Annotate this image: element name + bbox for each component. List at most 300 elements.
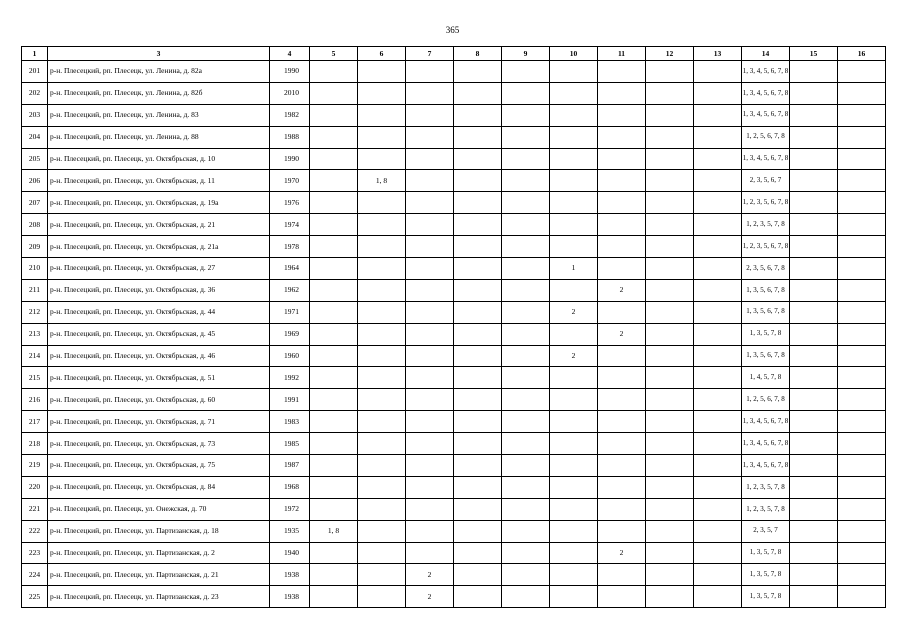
column-14-cell: 1, 2, 3, 5, 6, 7, 8 bbox=[742, 192, 790, 214]
column-15-cell bbox=[790, 564, 838, 586]
column-16-cell bbox=[838, 542, 886, 564]
column-12-cell bbox=[646, 411, 694, 433]
column-header: 14 bbox=[742, 47, 790, 61]
column-14-cell: 2, 3, 5, 7 bbox=[742, 520, 790, 542]
column-16-cell bbox=[838, 61, 886, 83]
row-number-cell: 201 bbox=[22, 61, 48, 83]
row-number-cell: 202 bbox=[22, 82, 48, 104]
column-8-cell bbox=[454, 192, 502, 214]
column-16-cell bbox=[838, 323, 886, 345]
column-16-cell bbox=[838, 564, 886, 586]
column-9-cell bbox=[502, 126, 550, 148]
address-cell: р-н. Плесецкий, рп. Плесецк, ул. Октябрьская, д. 45 bbox=[48, 323, 270, 345]
column-10-cell bbox=[550, 542, 598, 564]
column-9-cell bbox=[502, 279, 550, 301]
column-7-cell bbox=[406, 61, 454, 83]
table-row bbox=[22, 564, 886, 586]
column-6-cell bbox=[358, 279, 406, 301]
row-number-cell: 211 bbox=[22, 279, 48, 301]
column-8-cell bbox=[454, 258, 502, 280]
table-row bbox=[22, 389, 886, 411]
column-8-cell bbox=[454, 367, 502, 389]
column-10-cell bbox=[550, 148, 598, 170]
column-7-cell bbox=[406, 192, 454, 214]
column-15-cell bbox=[790, 82, 838, 104]
column-11-cell bbox=[598, 411, 646, 433]
table-row bbox=[22, 148, 886, 170]
column-9-cell bbox=[502, 564, 550, 586]
column-11-cell bbox=[598, 389, 646, 411]
column-5-cell bbox=[310, 586, 358, 608]
column-16-cell bbox=[838, 236, 886, 258]
column-10-cell bbox=[550, 455, 598, 477]
column-5-cell bbox=[310, 323, 358, 345]
column-13-cell bbox=[694, 564, 742, 586]
column-10-cell bbox=[550, 520, 598, 542]
column-header: 9 bbox=[502, 47, 550, 61]
column-9-cell bbox=[502, 455, 550, 477]
column-5-cell bbox=[310, 148, 358, 170]
year-cell: 1976 bbox=[270, 192, 310, 214]
row-number-cell: 217 bbox=[22, 411, 48, 433]
column-11-cell bbox=[598, 498, 646, 520]
column-7-cell bbox=[406, 148, 454, 170]
column-7-cell bbox=[406, 455, 454, 477]
row-number-cell: 225 bbox=[22, 586, 48, 608]
column-9-cell bbox=[502, 586, 550, 608]
column-15-cell bbox=[790, 345, 838, 367]
row-number-cell: 208 bbox=[22, 214, 48, 236]
column-7-cell: 2 bbox=[406, 564, 454, 586]
table-row bbox=[22, 170, 886, 192]
column-7-cell bbox=[406, 498, 454, 520]
column-10-cell bbox=[550, 411, 598, 433]
row-number-cell: 222 bbox=[22, 520, 48, 542]
address-cell: р-н. Плесецкий, рп. Плесецк, ул. Октябрьская, д. 73 bbox=[48, 433, 270, 455]
column-15-cell bbox=[790, 104, 838, 126]
column-14-cell: 1, 2, 5, 6, 7, 8 bbox=[742, 389, 790, 411]
column-12-cell bbox=[646, 476, 694, 498]
row-number-cell: 204 bbox=[22, 126, 48, 148]
column-8-cell bbox=[454, 301, 502, 323]
column-10-cell bbox=[550, 476, 598, 498]
column-5-cell bbox=[310, 236, 358, 258]
column-8-cell bbox=[454, 236, 502, 258]
column-7-cell bbox=[406, 82, 454, 104]
column-7-cell bbox=[406, 258, 454, 280]
column-8-cell bbox=[454, 148, 502, 170]
column-12-cell bbox=[646, 258, 694, 280]
column-header: 7 bbox=[406, 47, 454, 61]
column-8-cell bbox=[454, 498, 502, 520]
table-row bbox=[22, 258, 886, 280]
column-6-cell bbox=[358, 236, 406, 258]
column-14-cell: 1, 3, 5, 7, 8 bbox=[742, 323, 790, 345]
column-10-cell bbox=[550, 367, 598, 389]
column-5-cell: 1, 8 bbox=[310, 520, 358, 542]
table-row bbox=[22, 520, 886, 542]
column-15-cell bbox=[790, 301, 838, 323]
column-6-cell bbox=[358, 564, 406, 586]
column-9-cell bbox=[502, 520, 550, 542]
column-9-cell bbox=[502, 367, 550, 389]
column-11-cell bbox=[598, 61, 646, 83]
row-number-cell: 213 bbox=[22, 323, 48, 345]
column-13-cell bbox=[694, 82, 742, 104]
year-cell: 1964 bbox=[270, 258, 310, 280]
column-14-cell: 1, 2, 3, 5, 6, 7, 8 bbox=[742, 236, 790, 258]
column-10-cell bbox=[550, 170, 598, 192]
column-12-cell bbox=[646, 82, 694, 104]
column-10-cell: 2 bbox=[550, 301, 598, 323]
column-12-cell bbox=[646, 564, 694, 586]
column-9-cell bbox=[502, 61, 550, 83]
table-row bbox=[22, 411, 886, 433]
column-13-cell bbox=[694, 433, 742, 455]
column-11-cell bbox=[598, 170, 646, 192]
table-row bbox=[22, 345, 886, 367]
column-5-cell bbox=[310, 411, 358, 433]
column-5-cell bbox=[310, 279, 358, 301]
address-cell: р-н. Плесецкий, рп. Плесецк, ул. Октябрьская, д. 21а bbox=[48, 236, 270, 258]
column-9-cell bbox=[502, 323, 550, 345]
column-13-cell bbox=[694, 236, 742, 258]
column-12-cell bbox=[646, 542, 694, 564]
column-15-cell bbox=[790, 586, 838, 608]
column-6-cell bbox=[358, 476, 406, 498]
column-5-cell bbox=[310, 476, 358, 498]
row-number-cell: 223 bbox=[22, 542, 48, 564]
table-row bbox=[22, 104, 886, 126]
column-6-cell bbox=[358, 411, 406, 433]
column-16-cell bbox=[838, 214, 886, 236]
column-12-cell bbox=[646, 61, 694, 83]
table-row bbox=[22, 455, 886, 477]
address-cell: р-н. Плесецкий, рп. Плесецк, ул. Ленина, д. 88 bbox=[48, 126, 270, 148]
column-13-cell bbox=[694, 520, 742, 542]
row-number-cell: 214 bbox=[22, 345, 48, 367]
column-5-cell bbox=[310, 389, 358, 411]
year-cell: 1969 bbox=[270, 323, 310, 345]
column-header: 5 bbox=[310, 47, 358, 61]
column-8-cell bbox=[454, 345, 502, 367]
column-11-cell bbox=[598, 214, 646, 236]
column-7-cell: 2 bbox=[406, 586, 454, 608]
address-cell: р-н. Плесецкий, рп. Плесецк, ул. Октябрьская, д. 10 bbox=[48, 148, 270, 170]
column-6-cell bbox=[358, 367, 406, 389]
column-13-cell bbox=[694, 104, 742, 126]
column-10-cell bbox=[550, 61, 598, 83]
column-15-cell bbox=[790, 520, 838, 542]
table-row bbox=[22, 236, 886, 258]
year-cell: 1970 bbox=[270, 170, 310, 192]
year-cell: 1935 bbox=[270, 520, 310, 542]
year-cell: 2010 bbox=[270, 82, 310, 104]
column-12-cell bbox=[646, 498, 694, 520]
column-10-cell bbox=[550, 126, 598, 148]
column-6-cell bbox=[358, 498, 406, 520]
column-header: 4 bbox=[270, 47, 310, 61]
column-16-cell bbox=[838, 345, 886, 367]
table-row bbox=[22, 192, 886, 214]
header-row bbox=[22, 47, 886, 61]
column-header: 13 bbox=[694, 47, 742, 61]
column-9-cell bbox=[502, 498, 550, 520]
column-14-cell: 1, 4, 5, 7, 8 bbox=[742, 367, 790, 389]
column-10-cell: 1 bbox=[550, 258, 598, 280]
column-13-cell bbox=[694, 542, 742, 564]
year-cell: 1978 bbox=[270, 236, 310, 258]
column-13-cell bbox=[694, 301, 742, 323]
column-10-cell bbox=[550, 564, 598, 586]
column-8-cell bbox=[454, 476, 502, 498]
row-number-cell: 216 bbox=[22, 389, 48, 411]
column-9-cell bbox=[502, 236, 550, 258]
column-13-cell bbox=[694, 498, 742, 520]
column-16-cell bbox=[838, 126, 886, 148]
column-9-cell bbox=[502, 192, 550, 214]
column-5-cell bbox=[310, 82, 358, 104]
column-9-cell bbox=[502, 411, 550, 433]
column-5-cell bbox=[310, 170, 358, 192]
column-6-cell bbox=[358, 323, 406, 345]
column-13-cell bbox=[694, 476, 742, 498]
column-5-cell bbox=[310, 258, 358, 280]
column-9-cell bbox=[502, 82, 550, 104]
year-cell: 1987 bbox=[270, 455, 310, 477]
column-6-cell bbox=[358, 345, 406, 367]
column-11-cell bbox=[598, 433, 646, 455]
year-cell: 1938 bbox=[270, 564, 310, 586]
address-cell: р-н. Плесецкий, рп. Плесецк, ул. Ленина, д. 82а bbox=[48, 61, 270, 83]
column-10-cell bbox=[550, 104, 598, 126]
address-cell: р-н. Плесецкий, рп. Плесецк, ул. Октябрьская, д. 75 bbox=[48, 455, 270, 477]
column-12-cell bbox=[646, 148, 694, 170]
column-10-cell bbox=[550, 82, 598, 104]
column-11-cell bbox=[598, 258, 646, 280]
column-16-cell bbox=[838, 82, 886, 104]
column-14-cell: 1, 3, 4, 5, 6, 7, 8 bbox=[742, 411, 790, 433]
address-cell: р-н. Плесецкий, рп. Плесецк, ул. Октябрьская, д. 11 bbox=[48, 170, 270, 192]
column-10-cell bbox=[550, 279, 598, 301]
column-8-cell bbox=[454, 104, 502, 126]
column-5-cell bbox=[310, 564, 358, 586]
column-header: 12 bbox=[646, 47, 694, 61]
column-7-cell bbox=[406, 214, 454, 236]
column-13-cell bbox=[694, 323, 742, 345]
column-7-cell bbox=[406, 104, 454, 126]
column-9-cell bbox=[502, 389, 550, 411]
table-row bbox=[22, 498, 886, 520]
address-cell: р-н. Плесецкий, рп. Плесецк, ул. Октябрьская, д. 27 bbox=[48, 258, 270, 280]
year-cell: 1990 bbox=[270, 61, 310, 83]
column-7-cell bbox=[406, 389, 454, 411]
column-11-cell: 2 bbox=[598, 323, 646, 345]
column-15-cell bbox=[790, 148, 838, 170]
column-6-cell bbox=[358, 586, 406, 608]
column-11-cell bbox=[598, 520, 646, 542]
address-cell: р-н. Плесецкий, рп. Плесецк, ул. Октябрьская, д. 44 bbox=[48, 301, 270, 323]
column-7-cell bbox=[406, 279, 454, 301]
year-cell: 1991 bbox=[270, 389, 310, 411]
column-15-cell bbox=[790, 279, 838, 301]
column-15-cell bbox=[790, 214, 838, 236]
column-13-cell bbox=[694, 367, 742, 389]
column-header: 15 bbox=[790, 47, 838, 61]
column-15-cell bbox=[790, 170, 838, 192]
column-14-cell: 2, 3, 5, 6, 7 bbox=[742, 170, 790, 192]
column-6-cell: 1, 8 bbox=[358, 170, 406, 192]
column-14-cell: 2, 3, 5, 6, 7, 8 bbox=[742, 258, 790, 280]
row-number-cell: 212 bbox=[22, 301, 48, 323]
column-16-cell bbox=[838, 586, 886, 608]
column-14-cell: 1, 3, 5, 6, 7, 8 bbox=[742, 279, 790, 301]
column-15-cell bbox=[790, 455, 838, 477]
column-6-cell bbox=[358, 455, 406, 477]
column-7-cell bbox=[406, 236, 454, 258]
address-cell: р-н. Плесецкий, рп. Плесецк, ул. Партизанская, д. 18 bbox=[48, 520, 270, 542]
column-5-cell bbox=[310, 126, 358, 148]
column-5-cell bbox=[310, 498, 358, 520]
column-15-cell bbox=[790, 323, 838, 345]
column-16-cell bbox=[838, 433, 886, 455]
column-16-cell bbox=[838, 498, 886, 520]
column-6-cell bbox=[358, 301, 406, 323]
column-14-cell: 1, 3, 4, 5, 6, 7, 8 bbox=[742, 148, 790, 170]
column-14-cell: 1, 3, 5, 6, 7, 8 bbox=[742, 345, 790, 367]
column-header: 8 bbox=[454, 47, 502, 61]
column-10-cell bbox=[550, 433, 598, 455]
column-13-cell bbox=[694, 148, 742, 170]
column-13-cell bbox=[694, 345, 742, 367]
column-12-cell bbox=[646, 104, 694, 126]
column-10-cell bbox=[550, 236, 598, 258]
column-16-cell bbox=[838, 192, 886, 214]
column-14-cell: 1, 3, 5, 7, 8 bbox=[742, 564, 790, 586]
column-13-cell bbox=[694, 411, 742, 433]
column-12-cell bbox=[646, 455, 694, 477]
column-6-cell bbox=[358, 542, 406, 564]
column-15-cell bbox=[790, 126, 838, 148]
address-cell: р-н. Плесецкий, рп. Плесецк, ул. Партизанская, д. 21 bbox=[48, 564, 270, 586]
column-9-cell bbox=[502, 214, 550, 236]
column-8-cell bbox=[454, 170, 502, 192]
column-8-cell bbox=[454, 61, 502, 83]
column-8-cell bbox=[454, 126, 502, 148]
column-16-cell bbox=[838, 279, 886, 301]
column-5-cell bbox=[310, 433, 358, 455]
column-15-cell bbox=[790, 61, 838, 83]
column-header: 10 bbox=[550, 47, 598, 61]
column-15-cell bbox=[790, 498, 838, 520]
column-7-cell bbox=[406, 476, 454, 498]
column-6-cell bbox=[358, 520, 406, 542]
address-cell: р-н. Плесецкий, рп. Плесецк, ул. Партизанская, д. 23 bbox=[48, 586, 270, 608]
year-cell: 1988 bbox=[270, 126, 310, 148]
column-8-cell bbox=[454, 433, 502, 455]
column-14-cell: 1, 3, 5, 6, 7, 8 bbox=[742, 301, 790, 323]
column-8-cell bbox=[454, 586, 502, 608]
column-11-cell bbox=[598, 236, 646, 258]
year-cell: 1983 bbox=[270, 411, 310, 433]
table-row bbox=[22, 586, 886, 608]
column-8-cell bbox=[454, 411, 502, 433]
table-row bbox=[22, 367, 886, 389]
year-cell: 1962 bbox=[270, 279, 310, 301]
column-13-cell bbox=[694, 126, 742, 148]
column-12-cell bbox=[646, 323, 694, 345]
column-12-cell bbox=[646, 214, 694, 236]
column-6-cell bbox=[358, 148, 406, 170]
table-row bbox=[22, 279, 886, 301]
column-6-cell bbox=[358, 389, 406, 411]
column-14-cell: 1, 3, 4, 5, 6, 7, 8 bbox=[742, 61, 790, 83]
column-header: 6 bbox=[358, 47, 406, 61]
column-10-cell bbox=[550, 498, 598, 520]
column-11-cell bbox=[598, 476, 646, 498]
column-14-cell: 1, 3, 4, 5, 6, 7, 8 bbox=[742, 104, 790, 126]
column-12-cell bbox=[646, 126, 694, 148]
column-11-cell bbox=[598, 82, 646, 104]
column-12-cell bbox=[646, 520, 694, 542]
column-15-cell bbox=[790, 542, 838, 564]
column-14-cell: 1, 2, 3, 5, 7, 8 bbox=[742, 214, 790, 236]
column-15-cell bbox=[790, 476, 838, 498]
address-cell: р-н. Плесецкий, рп. Плесецк, ул. Октябрьская, д. 46 bbox=[48, 345, 270, 367]
column-6-cell bbox=[358, 192, 406, 214]
column-9-cell bbox=[502, 258, 550, 280]
address-cell: р-н. Плесецкий, рп. Плесецк, ул. Октябрьская, д. 36 bbox=[48, 279, 270, 301]
column-13-cell bbox=[694, 192, 742, 214]
column-11-cell bbox=[598, 367, 646, 389]
column-13-cell bbox=[694, 586, 742, 608]
column-7-cell bbox=[406, 126, 454, 148]
column-14-cell: 1, 3, 5, 7, 8 bbox=[742, 586, 790, 608]
column-14-cell: 1, 3, 4, 5, 6, 7, 8 bbox=[742, 433, 790, 455]
column-11-cell bbox=[598, 301, 646, 323]
row-number-cell: 219 bbox=[22, 455, 48, 477]
column-7-cell bbox=[406, 367, 454, 389]
column-9-cell bbox=[502, 104, 550, 126]
address-cell: р-н. Плесецкий, рп. Плесецк, ул. Октябрьская, д. 19а bbox=[48, 192, 270, 214]
column-10-cell bbox=[550, 586, 598, 608]
column-6-cell bbox=[358, 214, 406, 236]
table-row bbox=[22, 433, 886, 455]
column-5-cell bbox=[310, 542, 358, 564]
column-12-cell bbox=[646, 301, 694, 323]
column-13-cell bbox=[694, 389, 742, 411]
column-7-cell bbox=[406, 520, 454, 542]
column-12-cell bbox=[646, 192, 694, 214]
column-8-cell bbox=[454, 389, 502, 411]
column-11-cell: 2 bbox=[598, 279, 646, 301]
column-5-cell bbox=[310, 345, 358, 367]
column-12-cell bbox=[646, 586, 694, 608]
table-row bbox=[22, 301, 886, 323]
column-7-cell bbox=[406, 433, 454, 455]
column-13-cell bbox=[694, 214, 742, 236]
column-7-cell bbox=[406, 170, 454, 192]
column-11-cell: 2 bbox=[598, 542, 646, 564]
row-number-cell: 205 bbox=[22, 148, 48, 170]
column-12-cell bbox=[646, 345, 694, 367]
column-13-cell bbox=[694, 61, 742, 83]
column-10-cell bbox=[550, 389, 598, 411]
column-15-cell bbox=[790, 258, 838, 280]
column-16-cell bbox=[838, 148, 886, 170]
row-number-cell: 224 bbox=[22, 564, 48, 586]
column-10-cell bbox=[550, 214, 598, 236]
